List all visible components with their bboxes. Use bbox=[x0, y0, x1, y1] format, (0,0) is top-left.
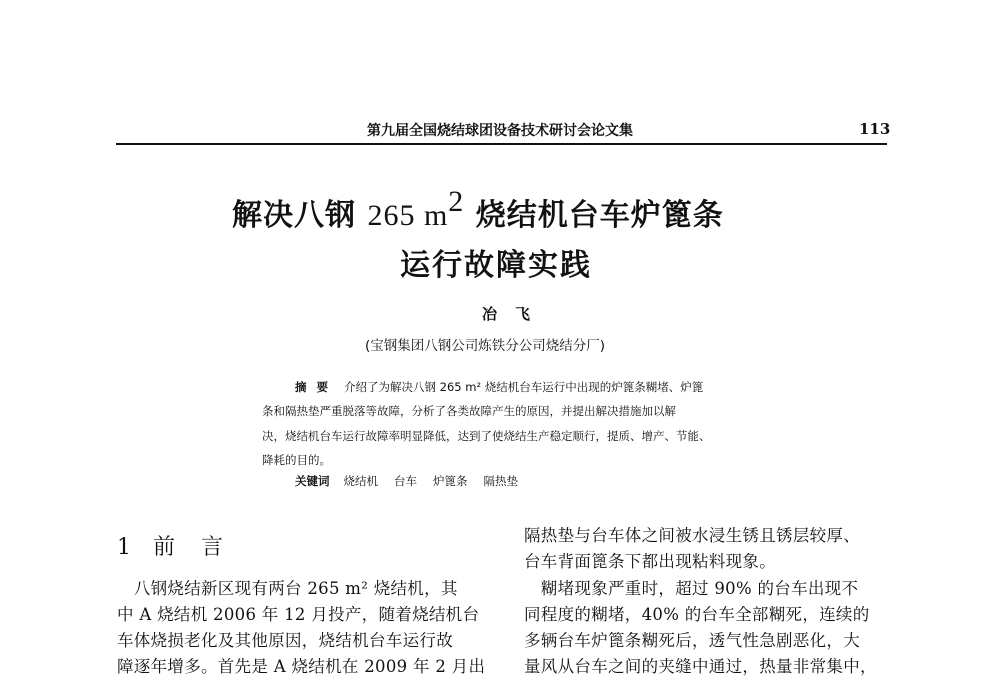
title-post: 烧结机台车炉篦条 bbox=[464, 198, 724, 233]
abstract-label: 摘要 bbox=[295, 380, 338, 394]
section-title: 前言 bbox=[153, 535, 250, 560]
abstract-line: 条和隔热垫严重脱落等故障，分析了各类故障产生的原因，并提出解决措施加以解 bbox=[262, 404, 676, 418]
author-affiliation: (宝钢集团八钢公司炼铁分公司烧结分厂) bbox=[365, 338, 606, 354]
body-text-line: 车体烧损老化及其他原因，烧结机台车运行故 bbox=[117, 631, 453, 650]
page-number: 113 bbox=[859, 120, 891, 138]
keywords bbox=[295, 473, 534, 489]
title-superscript: 2 bbox=[448, 185, 465, 218]
section-heading bbox=[117, 530, 249, 561]
body-text-line: 多辆台车炉篦条糊死后，透气性急剧恶化，大 bbox=[524, 631, 860, 650]
keyword: 炉篦条 bbox=[433, 474, 468, 488]
body-text-line: 量风从台车之间的夹缝中通过，热量非常集中， bbox=[524, 657, 877, 676]
keywords-label: 关键词 bbox=[295, 474, 330, 488]
paper-title-line-1 bbox=[232, 185, 724, 234]
abstract-line: 降耗的目的。 bbox=[262, 453, 331, 467]
title-pre: 解决八钢 bbox=[232, 198, 368, 233]
body-text-line: 中 A 烧结机 2006 年 12 月投产，随着烧结机台 bbox=[117, 605, 480, 624]
body-text-line: 障逐年增多。首先是 A 烧结机在 2009 年 2 月出 bbox=[117, 657, 486, 676]
keyword: 烧结机 bbox=[343, 474, 378, 488]
header-rule bbox=[116, 143, 887, 145]
author-name: 冶飞 bbox=[482, 305, 549, 323]
abstract-line bbox=[295, 379, 703, 395]
keyword: 台车 bbox=[394, 474, 417, 488]
body-text-line: 同程度的糊堵，40% 的台车全部糊死，连续的 bbox=[524, 605, 870, 624]
body-text-line: 隔热垫与台车体之间被水浸生锈且锈层较厚、 bbox=[524, 526, 860, 545]
abstract-text: 介绍了为解决八钢 265 m² 烧结机台车运行中出现的炉篦条糊堵、炉篦 bbox=[344, 380, 704, 394]
body-text-line: 八钢烧结新区现有两台 265 m² 烧结机，其 bbox=[117, 579, 458, 598]
keyword: 隔热垫 bbox=[483, 474, 518, 488]
paper-title-line-2: 运行故障实践 bbox=[400, 248, 592, 283]
abstract-line: 决，烧结机台车运行故障率明显降低，达到了使烧结生产稳定顺行，提质、增产、节能、 bbox=[262, 429, 711, 443]
title-area: 265 m bbox=[367, 199, 449, 232]
section-number: 1 bbox=[117, 535, 131, 560]
body-text-line: 糊堵现象严重时，超过 90% 的台车出现不 bbox=[524, 579, 859, 598]
running-title: 第九届全国烧结球团设备技术研讨会论文集 bbox=[367, 123, 633, 139]
body-text-line: 台车背面篦条下都出现粘料现象。 bbox=[524, 552, 776, 571]
